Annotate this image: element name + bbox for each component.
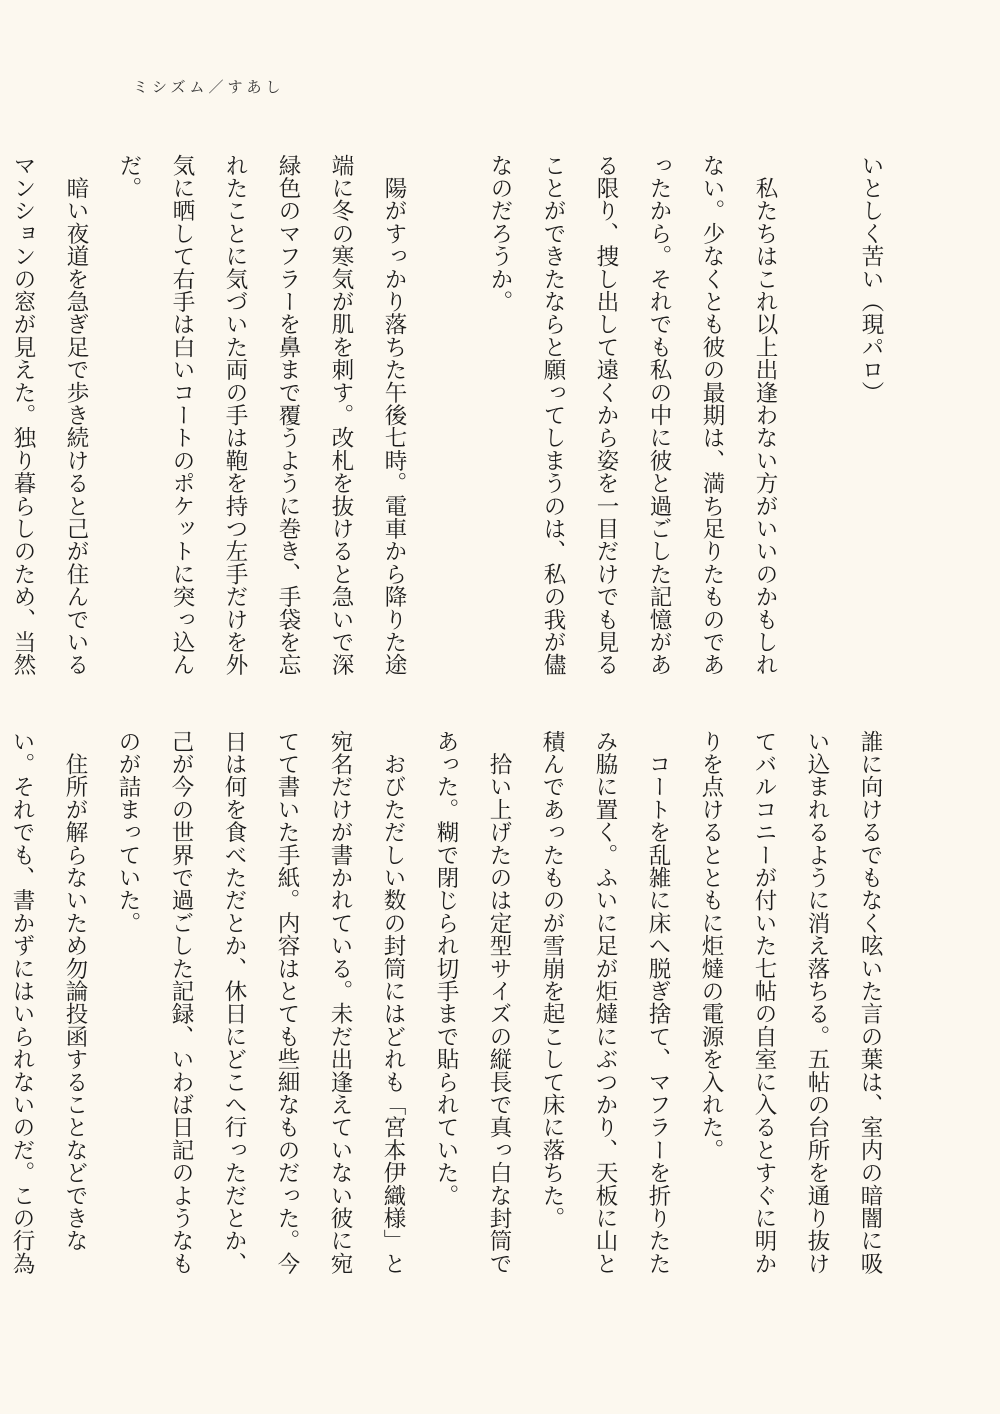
title-gap <box>791 154 844 684</box>
paragraph: コートを乱雑に床へ脱ぎ捨て、マフラーを折りたたみ脇に置く。ふいに足が炬燵にぶつかり、天板に山と積んであったものが雪崩を起こして床に落ちた。 <box>539 730 671 1275</box>
paragraph: おびただしい数の封筒にはどれも「宮本伊織様」と宛名だけが書かれている。未だ出逢えていない彼に宛てて書いた手紙。内容はとても些細なものだった。今日は何を食べただとか、休日にどこへ行っただとか、己が今の世界で過ごした記録、いわば日記のようなものが詰まっていた。 <box>115 730 406 1275</box>
paragraph: 住所が解らないため勿論投函することなどできない。それでも、書かずにはいられないのだ。この行為 <box>9 730 88 1275</box>
running-header: ミシズム／すあし <box>133 78 285 96</box>
paragraph: 誰に向けるでもなく呟いた言の葉は、室内の暗闇に吸い込まれるように消え落ちる。五帖の台所を通り抜けてバルコニーが付いた七帖の自室に入るとすぐに明かりを点けるとともに炬燵の電源を入れた。 <box>698 730 883 1275</box>
upper-text-block <box>0 154 897 684</box>
prologue-paragraph: 私たちはこれ以上出逢わない方がいいのかもしれない。少なくとも彼の最期は、満ち足りたものであったから。それでも私の中に彼と過ごした記憶がある限り、捜し出して遠くから姿を一目だけでも見ることができたならと願ってしまうのは、私の我が儘なのだろうか。 <box>487 154 778 677</box>
lower-text-block <box>0 730 896 1290</box>
section-gap <box>420 154 473 684</box>
paragraph: 陽がすっかり落ちた午後七時。電車から降りた途端に冬の寒気が肌を刺す。改札を抜けると急いで深緑色のマフラーを鼻まで覆うように巻き、手袋を忘れたことに気づいた両の手は鞄を持つ左手だけを外気に晒して右手は白いコートのポケットに突っ込んだ。 <box>116 154 407 677</box>
paragraph: 暗い夜道を急ぎ足で歩き続けると己が住んでいるマンションの窓が見えた。独り暮らしのため、当然 <box>10 154 89 677</box>
paragraph: 拾い上げたのは定型サイズの縦長で真っ白な封筒であった。糊で閉じられ切手まで貼られていた。 <box>433 730 512 1275</box>
story-title: いとしく苦い（現パロ） <box>858 154 884 404</box>
